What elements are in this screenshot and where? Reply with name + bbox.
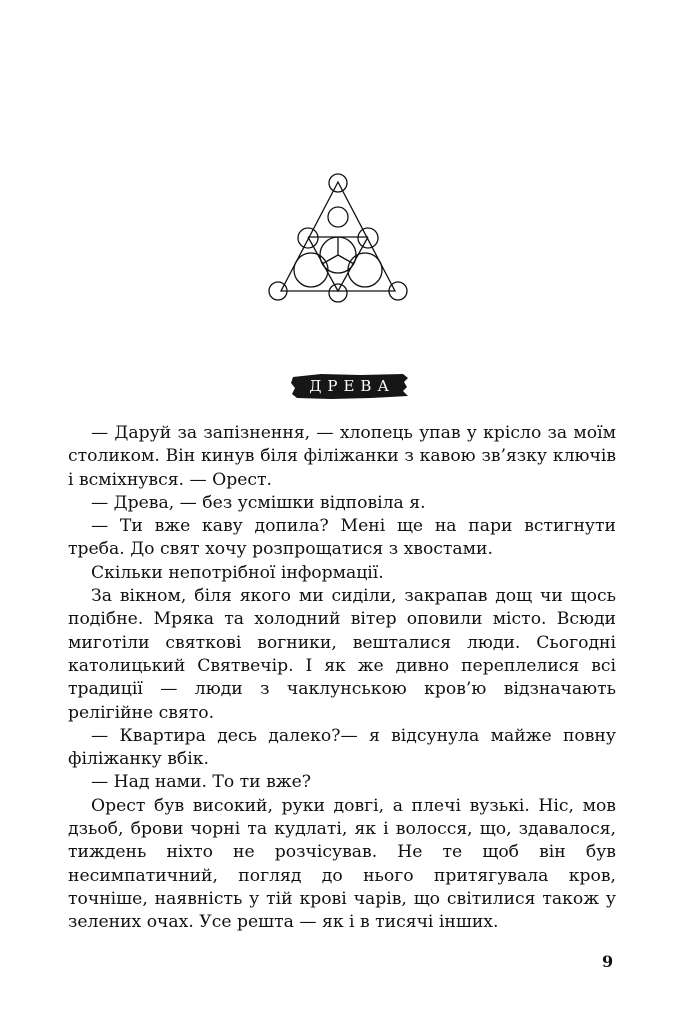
chapter-banner <box>291 372 409 400</box>
paragraph: — Даруй за запізнення, — хлопець упав у крісло за моїм столиком. Він кинув біля філіжанки з кавою зв’язку ключів і всміхнувся. — Орест. <box>68 423 616 490</box>
paragraph: Скільки непотрібної інформації. <box>91 562 384 583</box>
chapter-title: ДРЕВА <box>309 377 395 395</box>
paragraph: — Ти вже каву допила? Мені ще на пари встигнути треба. До свят хочу розпрощатися з хвостами. <box>68 516 616 560</box>
paragraph: Орест був високий, руки довгі, а плечі вузькі. Ніс, мов дзьоб, брови чорні та кудлаті, як і волосся, що, здавалося, тиждень ніхто не розчісував. Не те щоб він був несимпатичний, погляд до нього притягувала кров, точніше, наявність у тій крові чарів, що світилися також у зелених очах. Усе решта — як і в тисячі інших. <box>68 795 616 933</box>
page-number: 9 <box>602 952 614 971</box>
paragraph: — Древа, — без усмішки відповіла я. <box>91 492 426 513</box>
paragraph: — Квартира десь далеко?— я відсунула майже повну філіжанку вбік. <box>68 725 616 770</box>
body-text <box>68 422 616 935</box>
paragraph: За вікном, біля якого ми сиділи, закрапав дощ чи щось подібне. Мряка та холодний вітер оповили місто. Всюди миготіли святкові вогники, вешталися люди. Сьогодні католицький Святвечір. І як же дивно переплелися всі традиції — люди з чаклунською кров’ю відзначають релігійне свято. <box>68 586 616 723</box>
paragraph: — Над нами. То ти вже? <box>91 772 311 793</box>
triangle-circles-emblem-icon <box>263 170 413 305</box>
